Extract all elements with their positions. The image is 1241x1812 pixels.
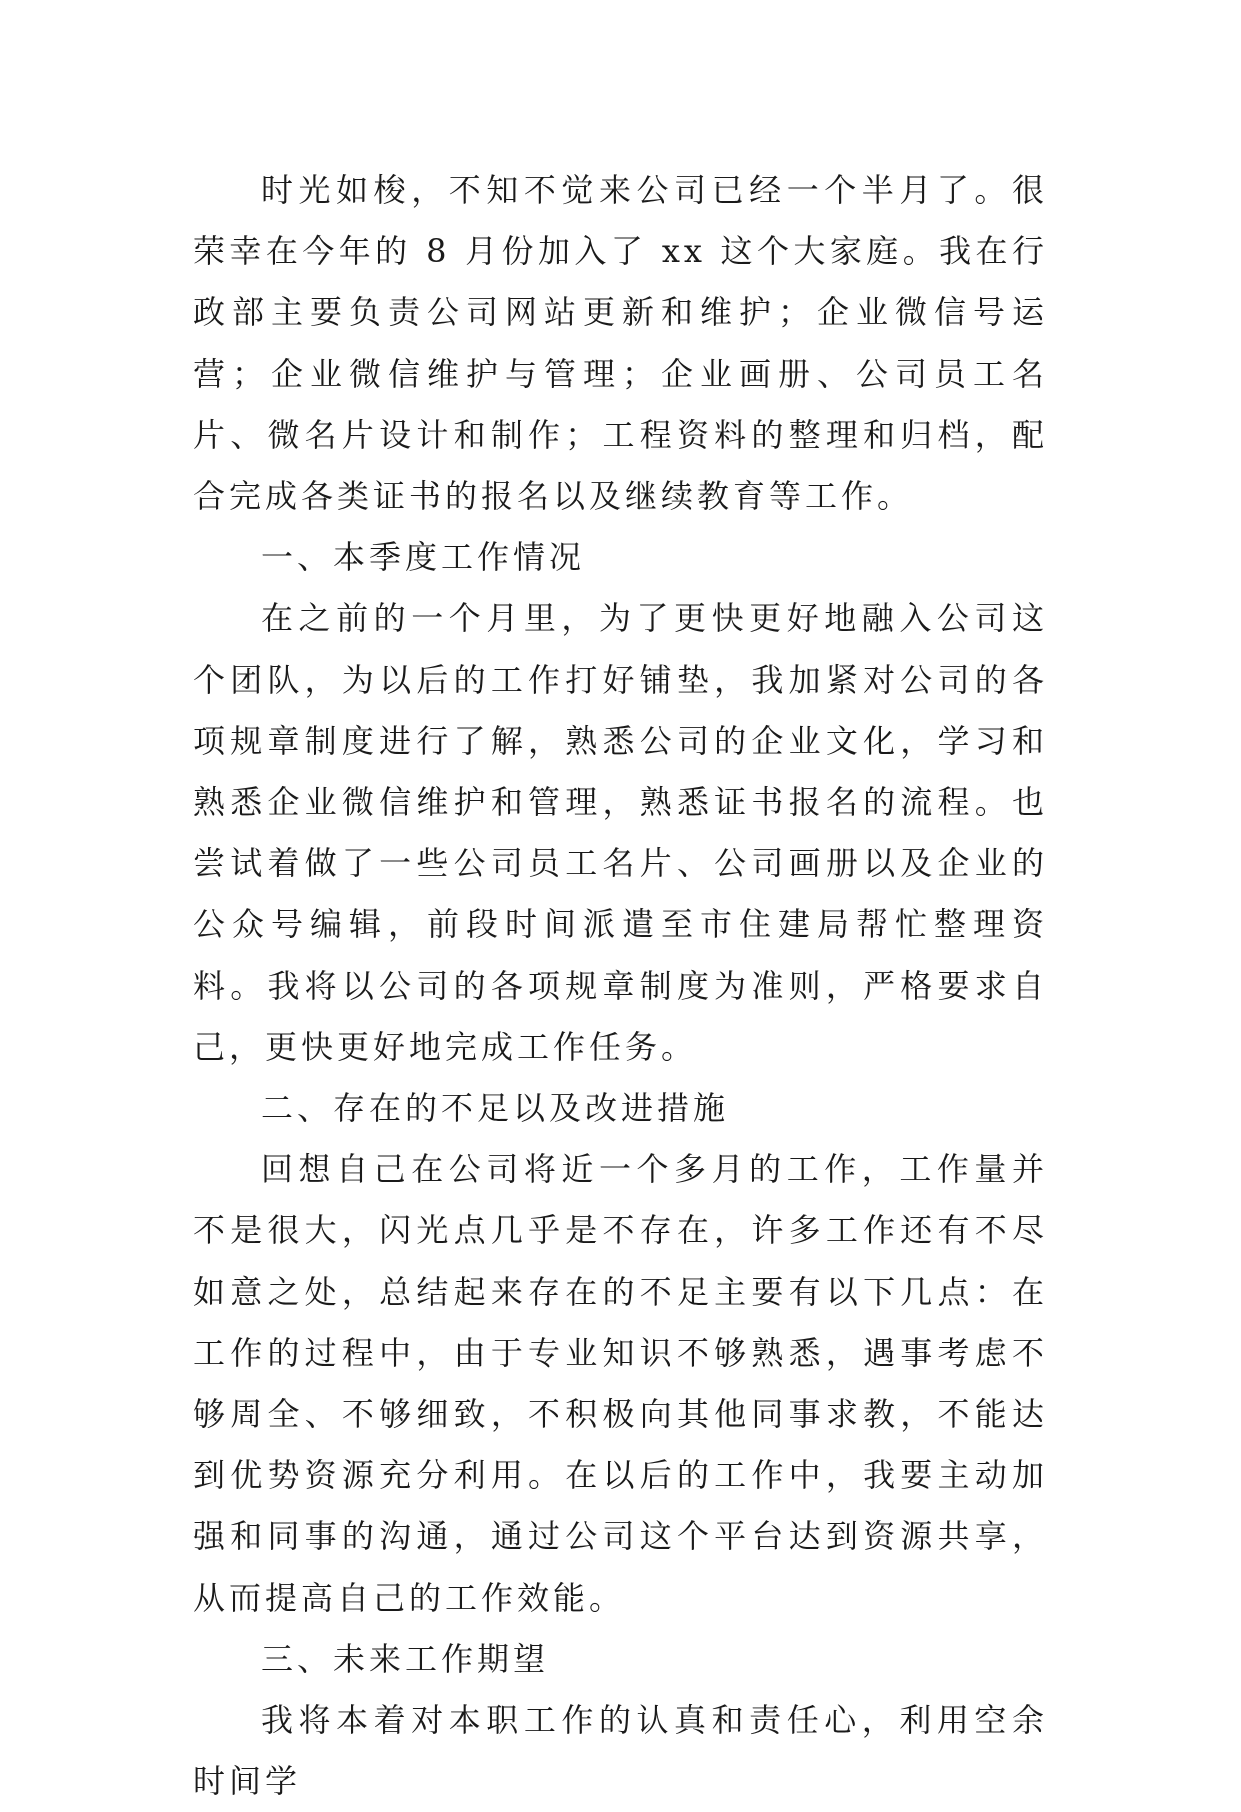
section-heading-3: 三、未来工作期望	[261, 1639, 550, 1678]
section-heading-2: 二、存在的不足以及改进措施	[261, 1089, 730, 1128]
section-2-paragraph: 回想自己在公司将近一个多月的工作，工作量并不是很大，闪光点几乎是不存在，许多工作还有不尽如意之处，总结起来存在的不足主要有以下几点：在工作的过程中，由于专业知识不够熟悉，遇事考虑不够周全、不够细致，不积极向其他同事求教，不能达到优势资源充分利用。在以后的工作中，我要主动加强和同事的沟通，通过公司这个平台达到资源共享，从而提高自己的工作效能。	[193, 1150, 1048, 1617]
section-3-paragraph: 我将本着对本职工作的认真和责任心，利用空余时间学	[193, 1701, 1048, 1801]
intro-paragraph: 时光如梭，不知不觉来公司已经一个半月了。很荣幸在今年的 8 月份加入了 xx 这个大家庭。我在行政部主要负责公司网站更新和维护；企业微信号运营；企业微信维护与管理；企业画册、公司员工名片、微名片设计和制作；工程资料的整理和归档，配合完成各类证书的报名以及继续教育等工作。	[193, 171, 1048, 516]
section-1-paragraph: 在之前的一个月里，为了更快更好地融入公司这个团队，为以后的工作打好铺垫，我加紧对公司的各项规章制度进行了解，熟悉公司的企业文化，学习和熟悉企业微信维护和管理，熟悉证书报名的流程。也尝试着做了一些公司员工名片、公司画册以及企业的公众号编辑，前段时间派遣至市住建局帮忙整理资料。我将以公司的各项规章制度为准则，严格要求自己，更快更好地完成工作任务。	[193, 599, 1048, 1066]
section-heading-1: 一、本季度工作情况	[261, 538, 586, 577]
document-body	[193, 160, 1048, 1812]
